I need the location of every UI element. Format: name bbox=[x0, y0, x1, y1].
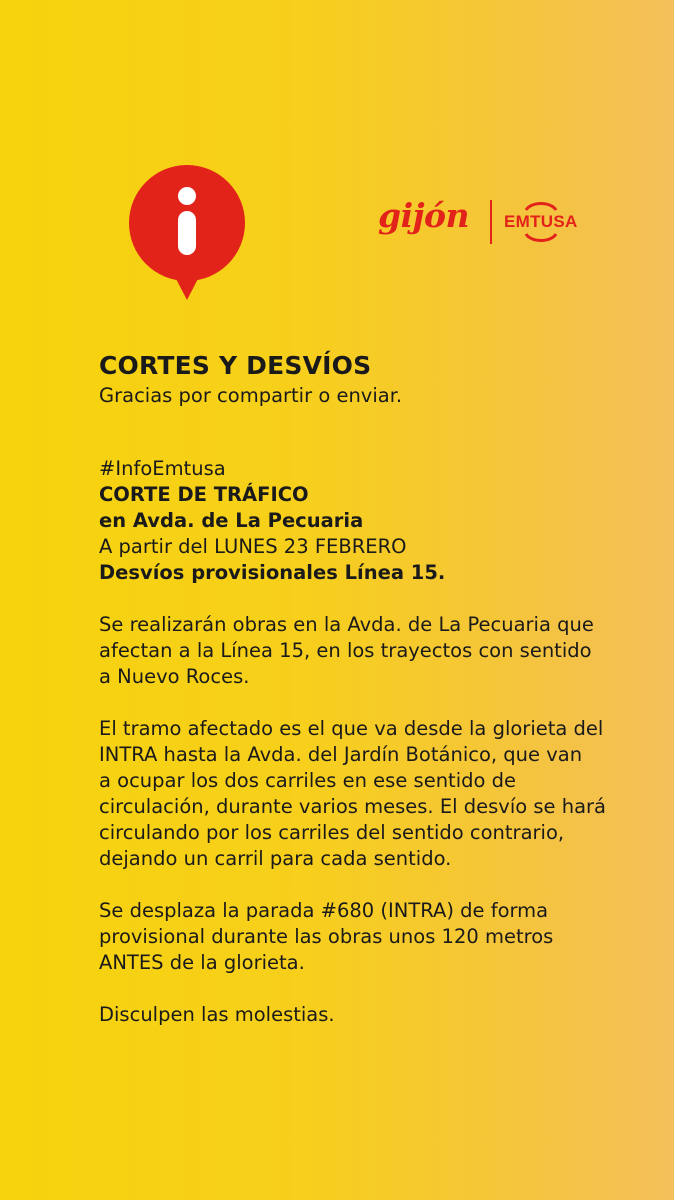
paragraph-1-line: afectan a la Línea 15, en los trayectos con sentido bbox=[99, 639, 592, 662]
paragraph-3-line: Se desplaza la parada #680 (INTRA) de forma bbox=[99, 899, 549, 922]
date-line: A partir del LUNES 23 FEBRERO bbox=[99, 535, 407, 558]
page-title: CORTES Y DESVÍOS bbox=[99, 351, 372, 380]
headline-line-1: CORTE DE TRÁFICO bbox=[99, 483, 309, 506]
gijon-logo-text: gijón bbox=[378, 196, 470, 235]
logo-divider bbox=[490, 200, 492, 244]
paragraph-3-line: provisional durante las obras unos 120 metros bbox=[99, 925, 554, 948]
emtusa-logo-text: EMTUSA bbox=[504, 212, 578, 231]
paragraph-2-line: INTRA hasta la Avda. del Jardín Botánico, que van bbox=[99, 743, 583, 766]
paragraph-2-line: circulación, durante varios meses. El desvío se hará bbox=[99, 795, 607, 818]
paragraph-1-line: Se realizarán obras en la Avda. de La Pecuaria que bbox=[99, 613, 594, 636]
notice-content bbox=[99, 350, 639, 1028]
paragraph-3-line: ANTES de la glorieta. bbox=[99, 951, 305, 974]
detour-line: Desvíos provisionales Línea 15. bbox=[99, 561, 446, 584]
paragraph-2-line: El tramo afectado es el que va desde la glorieta del bbox=[99, 717, 604, 740]
paragraph-2-line: dejando un carril para cada sentido. bbox=[99, 847, 452, 870]
paragraph-2-line: circulando por los carriles del sentido contrario, bbox=[99, 821, 565, 844]
paragraph-1-line: a Nuevo Roces. bbox=[99, 665, 250, 688]
info-pin-icon bbox=[128, 165, 246, 301]
headline-line-2: en Avda. de La Pecuaria bbox=[99, 509, 364, 532]
closing-text: Disculpen las molestias. bbox=[99, 1003, 335, 1026]
emtusa-logo bbox=[504, 198, 578, 244]
page-subtitle: Gracias por compartir o enviar. bbox=[99, 384, 403, 407]
paragraph-2-line: a ocupar los dos carriles en ese sentido de bbox=[99, 769, 516, 792]
hashtag: #InfoEmtusa bbox=[99, 457, 226, 480]
brand-logo bbox=[378, 196, 578, 248]
